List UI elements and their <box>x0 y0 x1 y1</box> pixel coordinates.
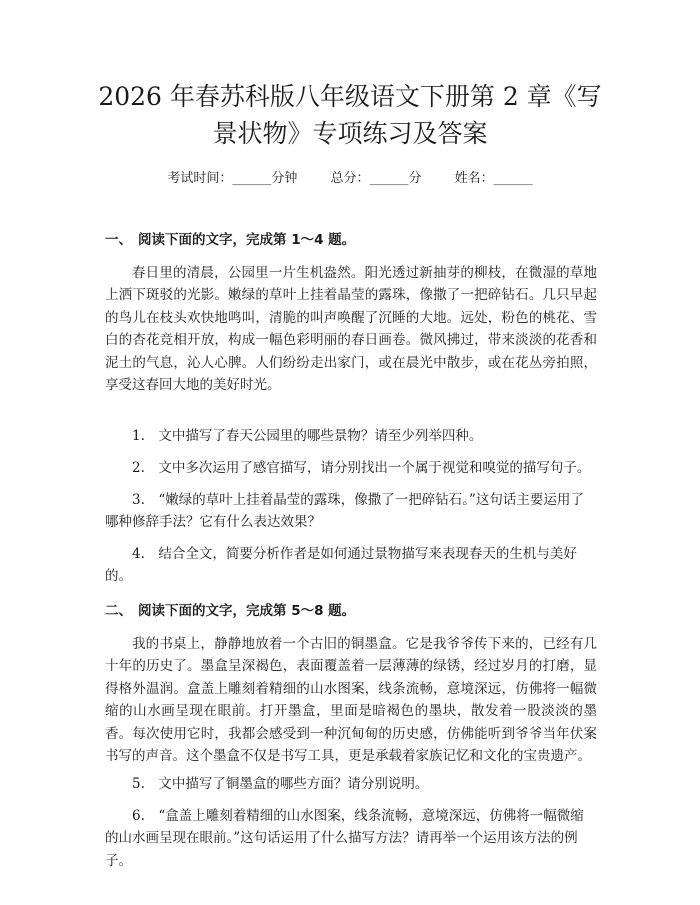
question-4: 4. 结合全文，简要分析作者是如何通过景物描写来表现春天的生机与美好的。 <box>105 546 577 585</box>
section-2-number: 二、 <box>105 603 132 619</box>
question-2: 2. 文中多次运用了感官描写，请分别找出一个属于视觉和嗅觉的描写句子。 <box>132 460 591 476</box>
question-3: 3. “嫩绿的草叶上挂着晶莹的露珠，像撒了一把碎钻石。”这句话主要运用了哪种修辞手法？它有什么表达效果？ <box>105 492 584 531</box>
exam-meta <box>0 170 700 188</box>
section-1-title: 阅读下面的文字，完成第 1～4 题。 <box>138 232 356 248</box>
section-1-number: 一、 <box>105 232 132 248</box>
exam-score: 总分：______分 <box>330 171 422 186</box>
title-line-2: 景状物》专项练习及答案 <box>212 119 488 148</box>
question-1: 1. 文中描写了春天公园里的哪些景物？请至少列举四种。 <box>132 428 483 444</box>
question-5: 5. 文中描写了铜墨盒的哪些方面？请分别说明。 <box>132 776 429 792</box>
question-6: 6. “盒盖上雕刻着精细的山水图案，线条流畅，意境深远，仿佛将一幅微缩的山水画呈现在眼前。”这句话运用了什么描写方法？请再举一个运用该方法的例子。 <box>105 808 584 869</box>
exam-time: 考试时间：______分钟 <box>167 171 298 186</box>
title-line-1: 2026 年春苏科版八年级语文下册第 2 章《写 <box>98 82 602 111</box>
document-title <box>70 78 630 152</box>
section-2-heading <box>105 602 355 620</box>
section-1-heading <box>105 231 355 249</box>
exam-name: 姓名：______ <box>454 171 533 186</box>
section-2-title: 阅读下面的文字，完成第 5～8 题。 <box>138 603 356 619</box>
section-1-passage: 春日里的清晨，公园里一片生机盎然。阳光透过新抽芽的柳枝，在微湿的草地上洒下斑驳的光影。嫩绿的草叶上挂着晶莹的露珠，像撒了一把碎钻石。几只早起的鸟儿在枝头欢快地鸣叫，清脆的叫声唤醒了沉睡的大地。远处，粉色的桃花、雪白的杏花竞相开放，构成一幅色彩明丽的春日画卷。微风拂过，带来淡淡的花香和泥土的气息，沁人心脾。人们纷纷走出家门，或在晨光中散步，或在花丛旁拍照，享受这春回大地的美好时光。 <box>105 265 597 394</box>
section-2-passage: 我的书桌上，静静地放着一个古旧的铜墨盒。它是我爷爷传下来的，已经有几十年的历史了。墨盒呈深褐色，表面覆盖着一层薄薄的绿锈，经过岁月的打磨，显得格外温润。盒盖上雕刻着精细的山水图案，线条流畅，意境深远，仿佛将一幅微缩的山水画呈现在眼前。打开墨盒，里面是暗褐色的墨块，散发着一股淡淡的墨香。每次使用它时，我都会感受到一种沉甸甸的历史感，仿佛能听到爷爷当年伏案书写的声音。这个墨盒不仅是书写工具，更是承载着家族记忆和文化的宝贵遗产。 <box>105 636 597 765</box>
